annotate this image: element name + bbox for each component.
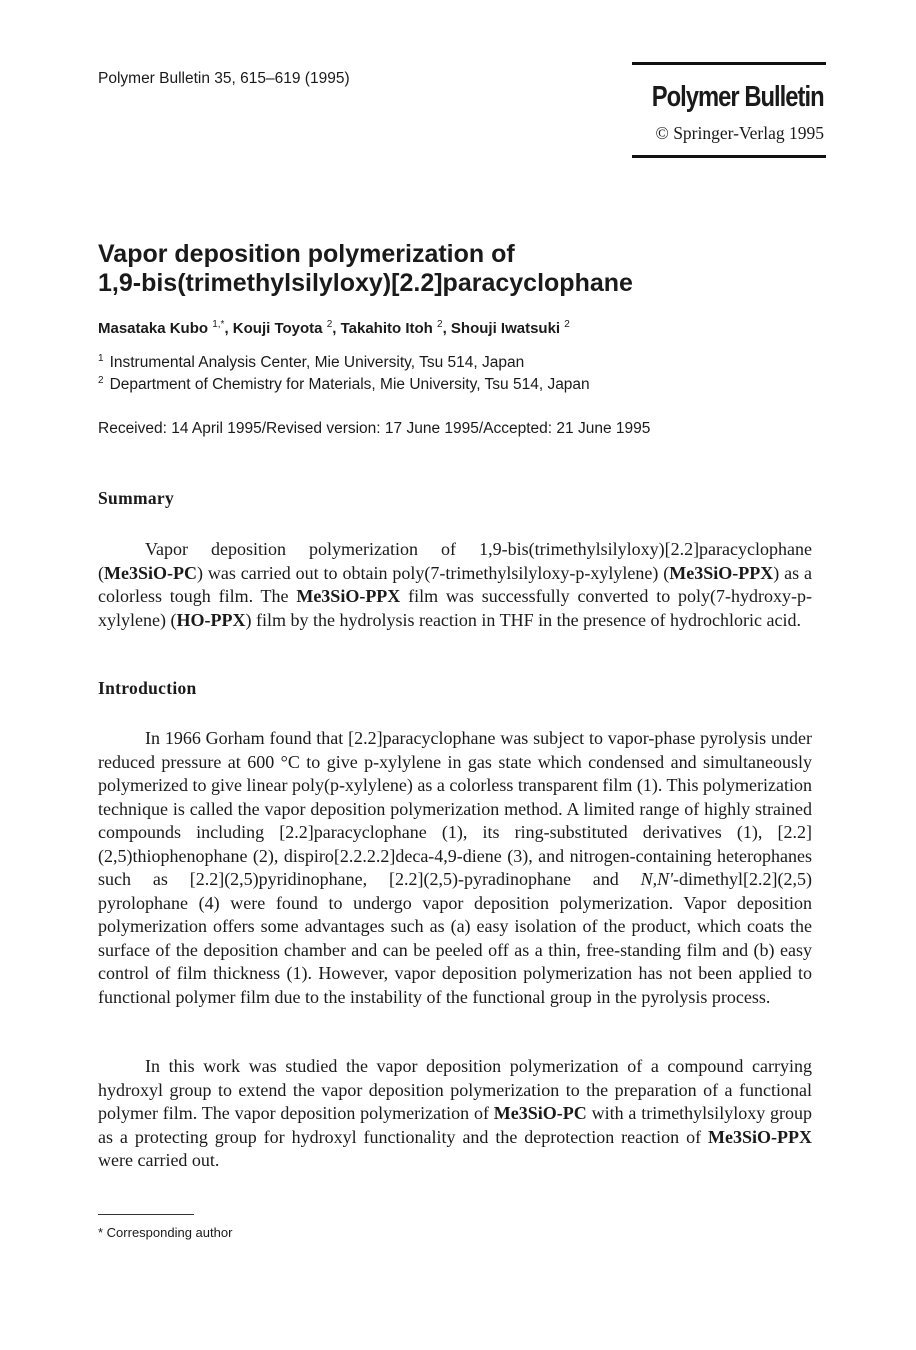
author-name: Takahito Itoh — [340, 320, 433, 337]
title-line-1: Vapor deposition polymerization of — [98, 240, 515, 268]
introduction-paragraph-2 — [98, 1055, 812, 1173]
summary-text: ) film by the hydrolysis reaction in THF in the presence of hydrochloric acid. — [245, 609, 801, 630]
affiliation-2 — [98, 375, 590, 394]
summary-heading: Summary — [98, 488, 174, 508]
paper-title — [98, 240, 798, 298]
intro-text: with a trimethylsilyloxy group as a protecting group for hydroxyl functionality and the deprotection reaction of — [98, 1103, 812, 1147]
author-name: Masataka Kubo — [98, 320, 209, 337]
affiliation-text: Instrumental Analysis Center, Mie University, Tsu 514, Japan — [109, 354, 525, 372]
author-name: Kouji Toyota — [232, 320, 323, 337]
summary-text: ) as a colorless tough film. The — [98, 562, 812, 606]
author-affiliation-mark: 1,* — [212, 319, 225, 330]
compound-label: Me3SiO-PPX — [708, 1126, 812, 1147]
intro-text: In 1966 Gorham found that [2.2]paracyclophane was subject to vapor-phase pyrolysis under reduced pressure at 600 °C to give p-xylylene in gas state which condensed and simultaneously polymerized to give linear poly(p-xylylene) as a colorless transparent film (1). This polymerization technique is called the vapor deposition polymerization method. A limited range of highly strained compounds including [2.2]paracyclophane (1), its ring-substituted derivatives (1), [2.2](2,5)thiophenophane (2), dispiro[2.2.2.2]deca-4,9-diene (3), and nitrogen-containing heterophanes such as [2.2](2,5)pyridinophane, [2.2](2,5)-pyradinophane and — [98, 728, 812, 889]
summary-text: film was successfully converted to poly(7-hydroxy-p-xylylene) ( — [98, 586, 812, 630]
journal-name: Polymer Bulletin — [652, 81, 824, 113]
introduction-heading: Introduction — [98, 678, 197, 698]
affiliation-mark: 1 — [98, 353, 104, 364]
title-line-2: 1,9-bis(trimethylsilyloxy)[2.2]paracyclophane — [98, 269, 633, 297]
author-affiliation-mark: 2 — [564, 319, 570, 330]
journal-masthead — [632, 62, 826, 158]
introduction-paragraph-1 — [98, 727, 812, 1009]
summary-text: ) was carried out to obtain poly(7-trimethylsilyloxy-p-xylylene) ( — [196, 562, 670, 583]
affiliation-mark: 2 — [98, 375, 104, 386]
compound-label: Me3SiO-PPX — [296, 586, 401, 606]
author-affiliation-mark: 2 — [437, 319, 443, 330]
summary-text: Vapor deposition polymerization of 1,9-bis(trimethylsilyloxy)[2.2]paracyclophane ( — [98, 539, 812, 583]
footnote: * Corresponding author — [98, 1225, 233, 1240]
footnote-divider — [98, 1214, 194, 1215]
intro-italic-text: N,N' — [640, 869, 674, 889]
author-affiliation-mark: 2 — [326, 319, 333, 330]
copyright-notice: © Springer-Verlag 1995 — [655, 123, 824, 143]
journal-citation: Polymer Bulletin 35, 615–619 (1995) — [98, 70, 350, 87]
intro-text: were carried out. — [98, 1150, 220, 1170]
intro-text: In this work was studied the vapor deposition polymerization of a compound carrying hydroxyl group to extend the vapor deposition polymerization to the preparation of a functional polymer film. The vapor deposition polymerization of — [98, 1056, 812, 1123]
compound-label: Me3SiO-PC — [104, 562, 197, 583]
affiliation-1 — [98, 353, 524, 372]
author-name: Shouji Iwatsuki — [450, 320, 561, 337]
summary-paragraph — [98, 538, 812, 632]
affiliation-text: Department of Chemistry for Materials, Mie University, Tsu 514, Japan — [109, 376, 590, 394]
received-dates: Received: 14 April 1995/Revised version: 17 June 1995/Accepted: 21 June 1995 — [98, 420, 651, 437]
compound-label: Me3SiO-PC — [493, 1103, 587, 1123]
author-list: Masataka Kubo $^{1,*}$, Kouji Toyota $^2$, Takahito Itoh $^2$, Shouji Iwatsuki $^2$ — [98, 319, 570, 337]
intro-text: -dimethyl[2.2](2,5) pyrolophane (4) were found to undergo vapor deposition polymerization. Vapor deposition polymerization offers some advantages such as (a) easy isolation of the product, which coats the surface of the deposition chamber and can be peeled off as a thin, free-standing film and (b) easy control of film thickness (1). However, vapor deposition polymerization has not been applied to functional polymer film due to the instability of the functional group in the pyrolysis process. — [98, 869, 812, 1007]
compound-label: HO-PPX — [176, 609, 246, 630]
compound-label: Me3SiO-PPX — [669, 562, 774, 583]
